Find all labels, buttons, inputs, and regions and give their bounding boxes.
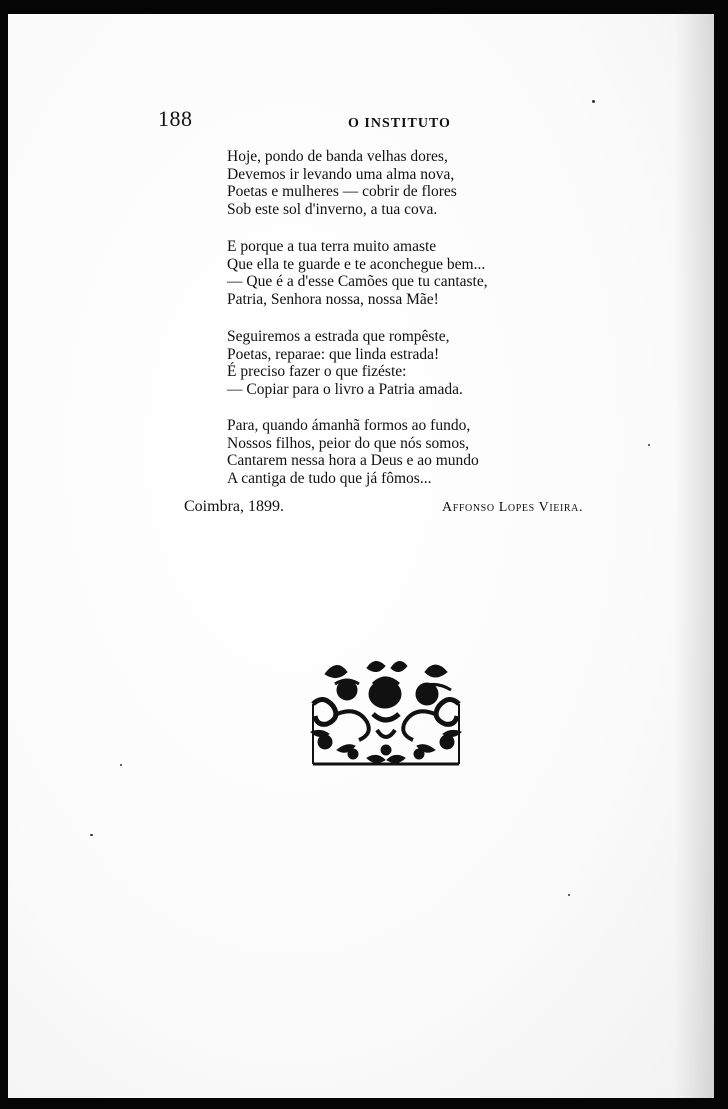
poem-stanza	[227, 328, 463, 398]
poem-line: Patria, Senhora nossa, nossa Mãe!	[227, 290, 439, 308]
poem-line: Cantarem nessa hora a Deus e ao mundo	[227, 452, 479, 469]
poem-line: — Copiar para o livro a Patria amada.	[227, 380, 463, 398]
ink-speck	[648, 444, 650, 446]
poem-line: Poetas e mulheres — cobrir de flores	[227, 183, 457, 200]
poem-line: — Que é a d'esse Camões que tu cantaste,	[227, 273, 488, 290]
book-page	[8, 14, 714, 1098]
poem-line: A cantiga de tudo que já fômos...	[227, 469, 432, 487]
page-number: 188	[158, 106, 193, 131]
ink-speck	[592, 100, 595, 103]
poem-line: Devemos ir levando uma alma nova,	[227, 165, 455, 183]
poem-stanza	[227, 148, 457, 218]
poem-line: Nossos filhos, peior do que nós somos,	[227, 434, 469, 452]
ink-speck	[90, 834, 93, 836]
flower-center-icon	[367, 661, 407, 708]
poem-line: Poetas, reparae: que linda estrada!	[227, 345, 440, 363]
poem-line: Seguiremos a estrada que rompêste,	[227, 328, 450, 345]
ink-speck	[568, 894, 570, 896]
floral-vignette-icon	[307, 654, 465, 769]
poem-stanza	[227, 238, 488, 308]
poem-line: E porque a tua terra muito amaste	[227, 238, 437, 255]
running-title: O INSTITUTO	[348, 116, 451, 131]
flower-left-icon	[325, 665, 359, 700]
page-edge-shadow	[674, 14, 714, 1098]
poem-line: Para, quando ámanhã formos ao fundo,	[227, 417, 471, 434]
poem-stanza	[227, 417, 479, 487]
place-date: Coimbra, 1899.	[184, 498, 284, 515]
poem-line: É preciso fazer o que fizéste:	[227, 363, 407, 380]
author-signature: Affonso Lopes Vieira.	[442, 500, 584, 515]
poem-line: Hoje, pondo de banda velhas dores,	[227, 148, 448, 165]
poem-line: Que ella te guarde e te aconchegue bem...	[227, 255, 486, 273]
poem-line: Sob este sol d'inverno, a tua cova.	[227, 200, 438, 218]
ink-speck	[120, 764, 122, 766]
